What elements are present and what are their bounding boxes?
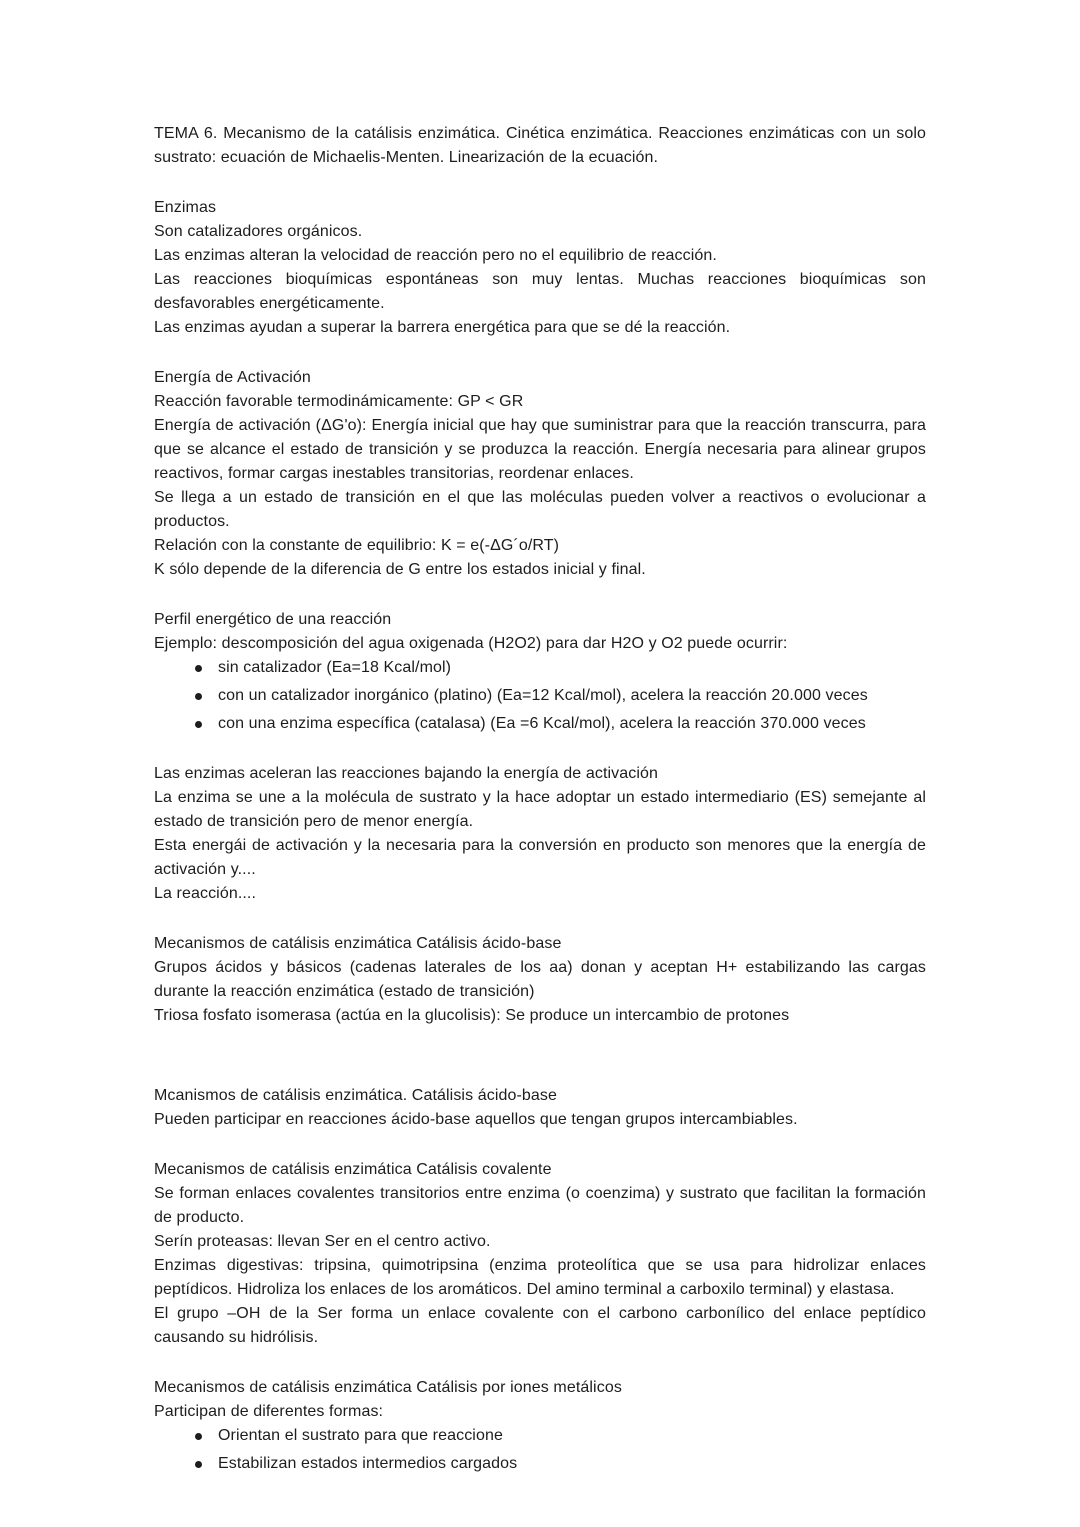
spacer: [154, 1132, 926, 1158]
paragraph: Ejemplo: descomposición del agua oxigenada (H2O2) para dar H2O y O2 puede ocurrir:: [154, 635, 788, 652]
bullet-item: sin catalizador (Ea=18 Kcal/mol): [154, 656, 926, 680]
paragraph: Son catalizadores orgánicos.: [154, 223, 363, 240]
paragraph: Esta energái de activación y la necesaria para la conversión en producto son menores que la energía de activación y....: [154, 837, 926, 878]
bullet-item: con un catalizador inorgánico (platino) (Ea=12 Kcal/mol), acelera la reacción 20.000 veces: [154, 684, 926, 708]
section-heading-perfil-energetico: Perfil energético de una reacción: [154, 611, 392, 628]
paragraph: La reacción....: [154, 885, 256, 902]
spacer: [154, 1028, 926, 1084]
paragraph: La enzima se une a la molécula de sustrato y la hace adoptar un estado intermediario (ES) semejante al estado de transición pero de menor energía.: [154, 789, 926, 830]
section-heading-catalisis-acido-base-2: Mcanismos de catálisis enzimática. Catálisis ácido-base: [154, 1087, 557, 1104]
paragraph: Pueden participar en reacciones ácido-base aquellos que tengan grupos intercambiables.: [154, 1111, 798, 1128]
paragraph: K sólo depende de la diferencia de G entre los estados inicial y final.: [154, 561, 646, 578]
section-heading-catalisis-acido-base: Mecanismos de catálisis enzimática Catálisis ácido-base: [154, 935, 562, 952]
paragraph: Las enzimas alteran la velocidad de reacción pero no el equilibrio de reacción.: [154, 247, 717, 264]
paragraph: Enzimas digestivas: tripsina, quimotripsina (enzima proteolítica que se usa para hidrolizar enlaces peptídicos. Hidroliza los enlaces de los aromáticos. Del amino terminal a carboxilo terminal) y elastasa.: [154, 1257, 926, 1298]
section-heading-enzimas: Enzimas: [154, 199, 217, 216]
spacer: [154, 736, 926, 762]
spacer: [154, 582, 926, 608]
bullet-list: [154, 656, 926, 736]
doc-title-paragraph: TEMA 6. Mecanismo de la catálisis enzimática. Cinética enzimática. Reacciones enzimáticas con un solo sustrato: ecuación de Michaelis-Menten. Linearización de la ecuación.: [154, 125, 926, 166]
paragraph: Se llega a un estado de transición en el que las moléculas pueden volver a reactivos o evolucionar a productos.: [154, 489, 926, 530]
paragraph: Se forman enlaces covalentes transitorios entre enzima (o coenzima) y sustrato que facilitan la formación de producto.: [154, 1185, 926, 1226]
paragraph: Energía de activación (ΔG'o): Energía inicial que hay que suministrar para que la reacción transcurra, para que se alcance el estado de transición y se produzca la reacción. Energía necesaria para alinear grupos reactivos, formar cargas inestables transitorias, reordenar enlaces.: [154, 417, 926, 482]
spacer: [154, 906, 926, 932]
bullet-item: Estabilizan estados intermedios cargados: [154, 1452, 926, 1476]
section-heading-catalisis-iones-metalicos: Mecanismos de catálisis enzimática Catálisis por iones metálicos: [154, 1379, 622, 1396]
paragraph: Las reacciones bioquímicas espontáneas son muy lentas. Muchas reacciones bioquímicas son desfavorables energéticamente.: [154, 271, 926, 312]
bullet-list: [154, 1424, 926, 1476]
section-heading-catalisis-covalente: Mecanismos de catálisis enzimática Catálisis covalente: [154, 1161, 552, 1178]
paragraph: Serín proteasas: llevan Ser en el centro activo.: [154, 1233, 491, 1250]
paragraph: Las enzimas ayudan a superar la barrera energética para que se dé la reacción.: [154, 319, 731, 336]
paragraph: Reacción favorable termodinámicamente: GP < GR: [154, 393, 524, 410]
paragraph: El grupo –OH de la Ser forma un enlace covalente con el carbono carbonílico del enlace peptídico causando su hidrólisis.: [154, 1305, 926, 1346]
bullet-item: con una enzima específica (catalasa) (Ea =6 Kcal/mol), acelera la reacción 370.000 veces: [154, 712, 926, 736]
paragraph: Grupos ácidos y básicos (cadenas laterales de los aa) donan y aceptan H+ estabilizando las cargas durante la reacción enzimática (estado de transición): [154, 959, 926, 1000]
spacer: [154, 340, 926, 366]
spacer: [154, 1350, 926, 1376]
spacer: [154, 170, 926, 196]
paragraph: Triosa fosfato isomerasa (actúa en la glucolisis): Se produce un intercambio de protones: [154, 1007, 790, 1024]
bullet-item: Orientan el sustrato para que reaccione: [154, 1424, 926, 1448]
section-heading-enzimas-aceleran: Las enzimas aceleran las reacciones bajando la energía de activación: [154, 765, 658, 782]
section-heading-energia-activacion: Energía de Activación: [154, 369, 311, 386]
paragraph: Participan de diferentes formas:: [154, 1403, 384, 1420]
paragraph: Relación con la constante de equilibrio: K = e(-ΔG´o/RT): [154, 537, 560, 554]
